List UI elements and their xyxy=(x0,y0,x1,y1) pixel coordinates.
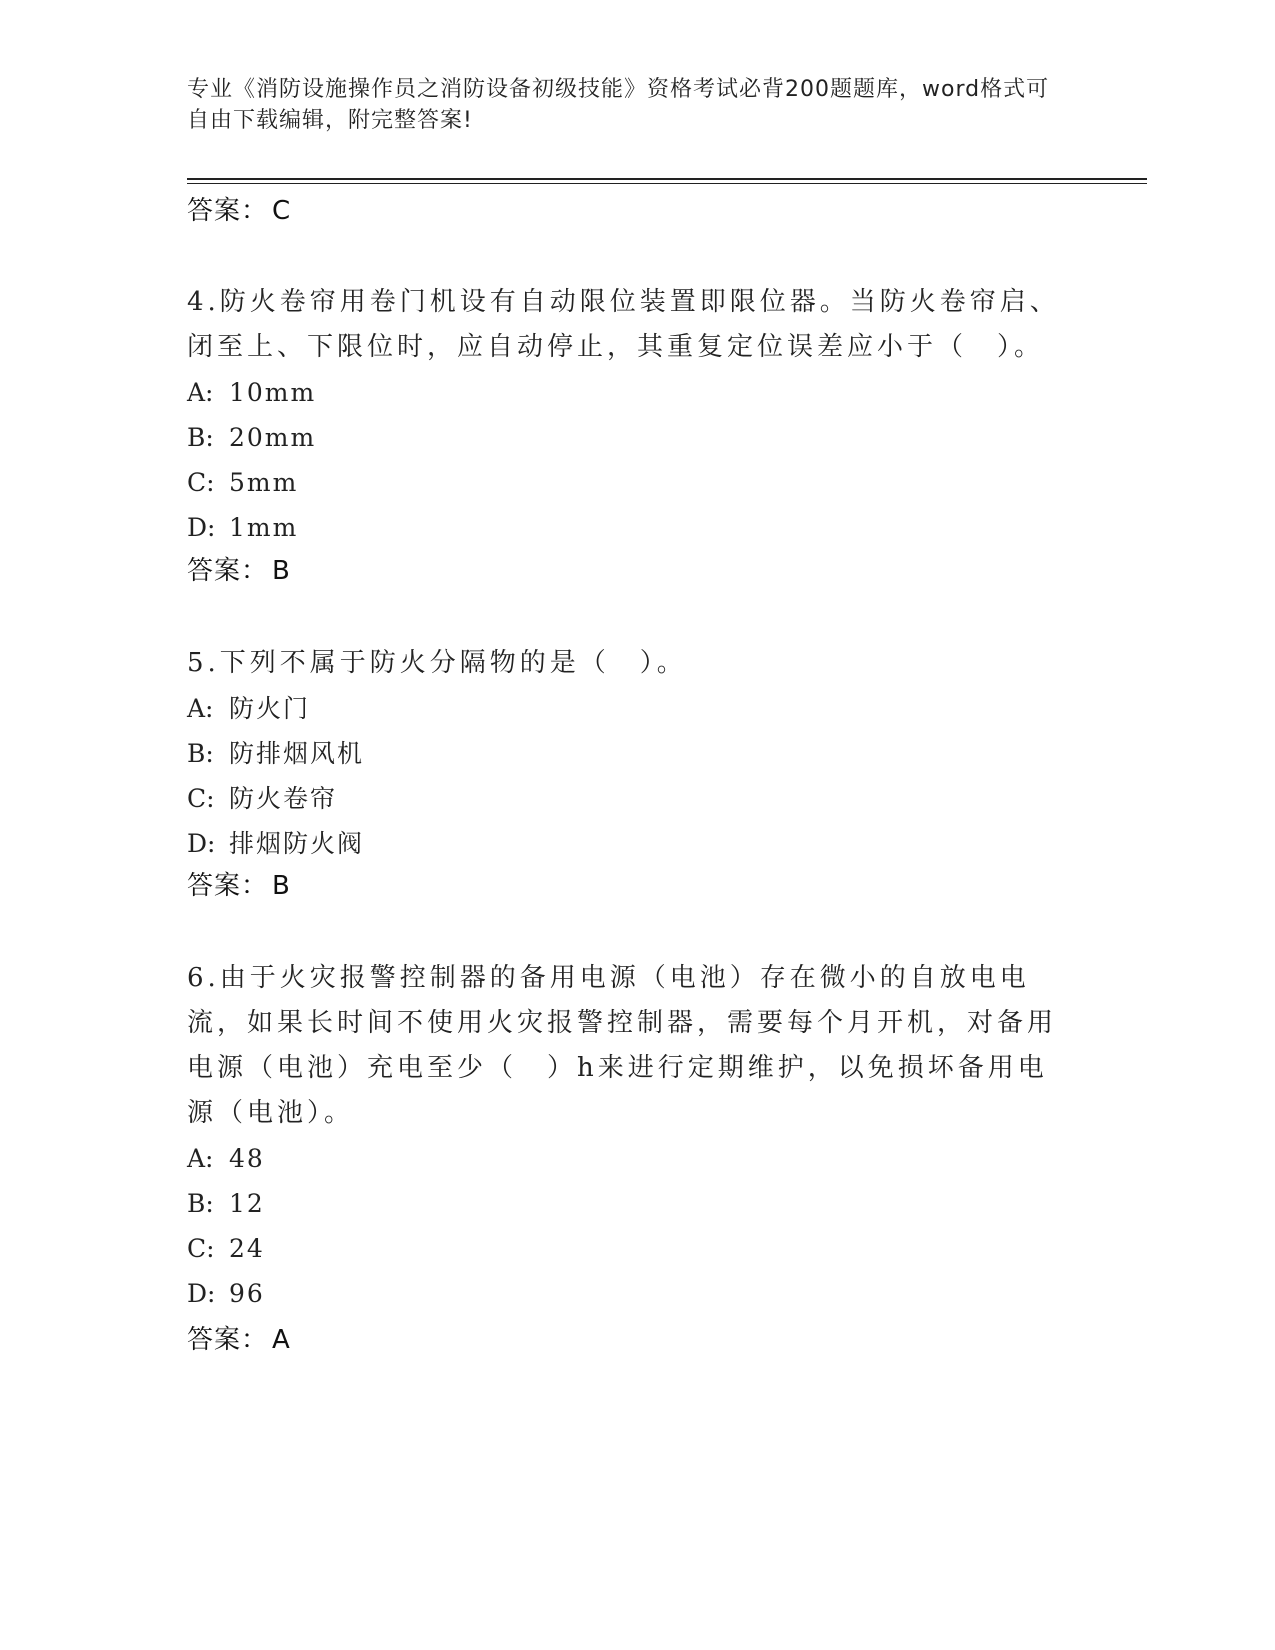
header-divider-thin xyxy=(187,183,1147,184)
option-b xyxy=(187,731,1067,776)
option-text: 48 xyxy=(229,1144,265,1173)
answer-label: 答案： xyxy=(187,871,269,901)
option-text: 10mm xyxy=(229,378,317,407)
option-key: A: xyxy=(187,378,214,407)
option-b xyxy=(187,1181,1067,1226)
option-text: 96 xyxy=(229,1279,265,1308)
question-text: 6.由于火灾报警控制器的备用电源（电池）存在微小的自放电电流，如果长时间不使用火灾报警控制器，需要每个月开机，对备用电源（电池）充电至少（ ）h来进行定期维护，以免损坏备用电源（电池）。 xyxy=(187,963,1058,1128)
option-text: 24 xyxy=(229,1234,265,1263)
option-key: B: xyxy=(187,423,214,452)
option-key: A: xyxy=(187,694,214,723)
option-d xyxy=(187,821,1067,866)
option-key: B: xyxy=(187,1189,214,1218)
option-text: 防火卷帘 xyxy=(229,784,338,813)
question-block xyxy=(187,956,1067,1316)
answer-value: C xyxy=(272,196,291,226)
option-list xyxy=(187,370,1067,550)
option-key: A: xyxy=(187,1144,214,1173)
option-text: 排烟防火阀 xyxy=(229,829,365,858)
option-c xyxy=(187,460,1067,505)
option-key: C: xyxy=(187,468,215,497)
option-list xyxy=(187,686,1067,866)
answer-value: A xyxy=(272,1325,290,1355)
option-c xyxy=(187,776,1067,821)
answer-label: 答案： xyxy=(187,1325,269,1355)
answer-line xyxy=(187,196,290,226)
option-text: 防排烟风机 xyxy=(229,739,365,768)
question-text: 5.下列不属于防火分隔物的是（ ）。 xyxy=(187,648,687,678)
question-block xyxy=(187,641,1067,866)
answer-label: 答案： xyxy=(187,556,269,586)
document-header: 专业《消防设施操作员之消防设备初级技能》资格考试必背200题题库，word格式可自由下载编辑，附完整答案! xyxy=(187,77,1050,133)
option-key: D: xyxy=(187,513,216,542)
option-key: B: xyxy=(187,739,214,768)
answer-value: B xyxy=(272,871,290,901)
answer-line xyxy=(187,871,290,901)
option-key: D: xyxy=(187,829,216,858)
option-key: C: xyxy=(187,1234,215,1263)
option-key: C: xyxy=(187,784,215,813)
option-a xyxy=(187,686,1067,731)
answer-label: 答案： xyxy=(187,196,269,226)
question-text: 4.防火卷帘用卷门机设有自动限位装置即限位器。当防火卷帘启、闭至上、下限位时，应自动停止，其重复定位误差应小于（ ）。 xyxy=(187,287,1060,362)
question-block xyxy=(187,280,1067,550)
header-divider xyxy=(187,178,1147,180)
option-d xyxy=(187,505,1067,550)
option-a xyxy=(187,370,1067,415)
option-list xyxy=(187,1136,1067,1316)
answer-value: B xyxy=(272,556,290,586)
option-text: 20mm xyxy=(229,423,317,452)
answer-line xyxy=(187,1325,290,1355)
answer-line xyxy=(187,556,290,586)
option-b xyxy=(187,415,1067,460)
option-text: 防火门 xyxy=(229,694,311,723)
option-text: 5mm xyxy=(229,468,299,497)
option-c xyxy=(187,1226,1067,1271)
option-d xyxy=(187,1271,1067,1316)
option-text: 12 xyxy=(229,1189,265,1218)
option-key: D: xyxy=(187,1279,216,1308)
option-a xyxy=(187,1136,1067,1181)
option-text: 1mm xyxy=(229,513,299,542)
